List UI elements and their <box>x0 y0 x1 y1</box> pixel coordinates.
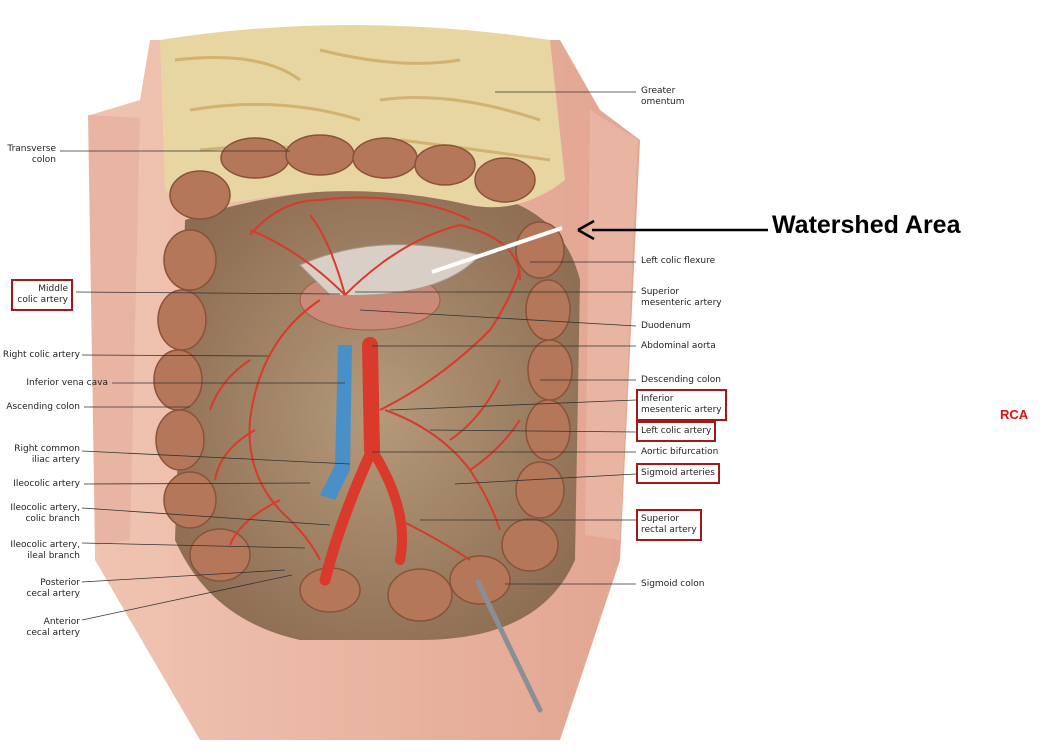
label-right-colic-artery: Right colic artery <box>2 350 80 360</box>
label-ileocolic-artery: Ileocolic artery <box>13 479 80 489</box>
label-transverse-colon: Transverse colon <box>7 144 56 165</box>
label-superior-mesenteric-artery: Superior mesenteric artery <box>641 287 722 308</box>
label-duodenum: Duodenum <box>641 321 691 331</box>
label-superior-rectal-artery: Superior rectal artery <box>641 514 697 535</box>
label-posterior-cecal-artery: Posterior cecal artery <box>26 578 80 599</box>
label-descending-colon: Descending colon <box>641 375 722 385</box>
label-abdominal-aorta: Abdominal aorta <box>641 341 716 351</box>
label-sigmoid-colon: Sigmoid colon <box>641 579 705 589</box>
label-middle-colic-artery: Middle colic artery <box>17 284 68 305</box>
label-left-colic-flexure: Left colic flexure <box>641 256 716 266</box>
label-anterior-cecal-artery: Anterior cecal artery <box>26 617 80 638</box>
label-ascending-colon: Ascending colon <box>6 402 80 412</box>
label-inferior-mesenteric-artery: Inferior mesenteric artery <box>641 394 722 415</box>
label-right-common-iliac-artery: Right common iliac artery <box>14 444 80 465</box>
label-left-colic-artery: Left colic artery <box>641 426 712 436</box>
label-aortic-bifurcation: Aortic bifurcation <box>641 447 719 457</box>
label-sigmoid-arteries: Sigmoid arteries <box>641 468 715 478</box>
watershed-area-label: Watershed Area <box>772 211 961 239</box>
rca-label: RCA <box>1000 407 1029 422</box>
label-ileocolic-colic-branch: Ileocolic artery, colic branch <box>10 503 80 524</box>
label-inferior-vena-cava: Inferior vena cava <box>26 378 108 388</box>
label-ileocolic-ileal-branch: Ileocolic artery, ileal branch <box>10 540 80 561</box>
label-greater-omentum: Greater omentum <box>641 86 685 107</box>
